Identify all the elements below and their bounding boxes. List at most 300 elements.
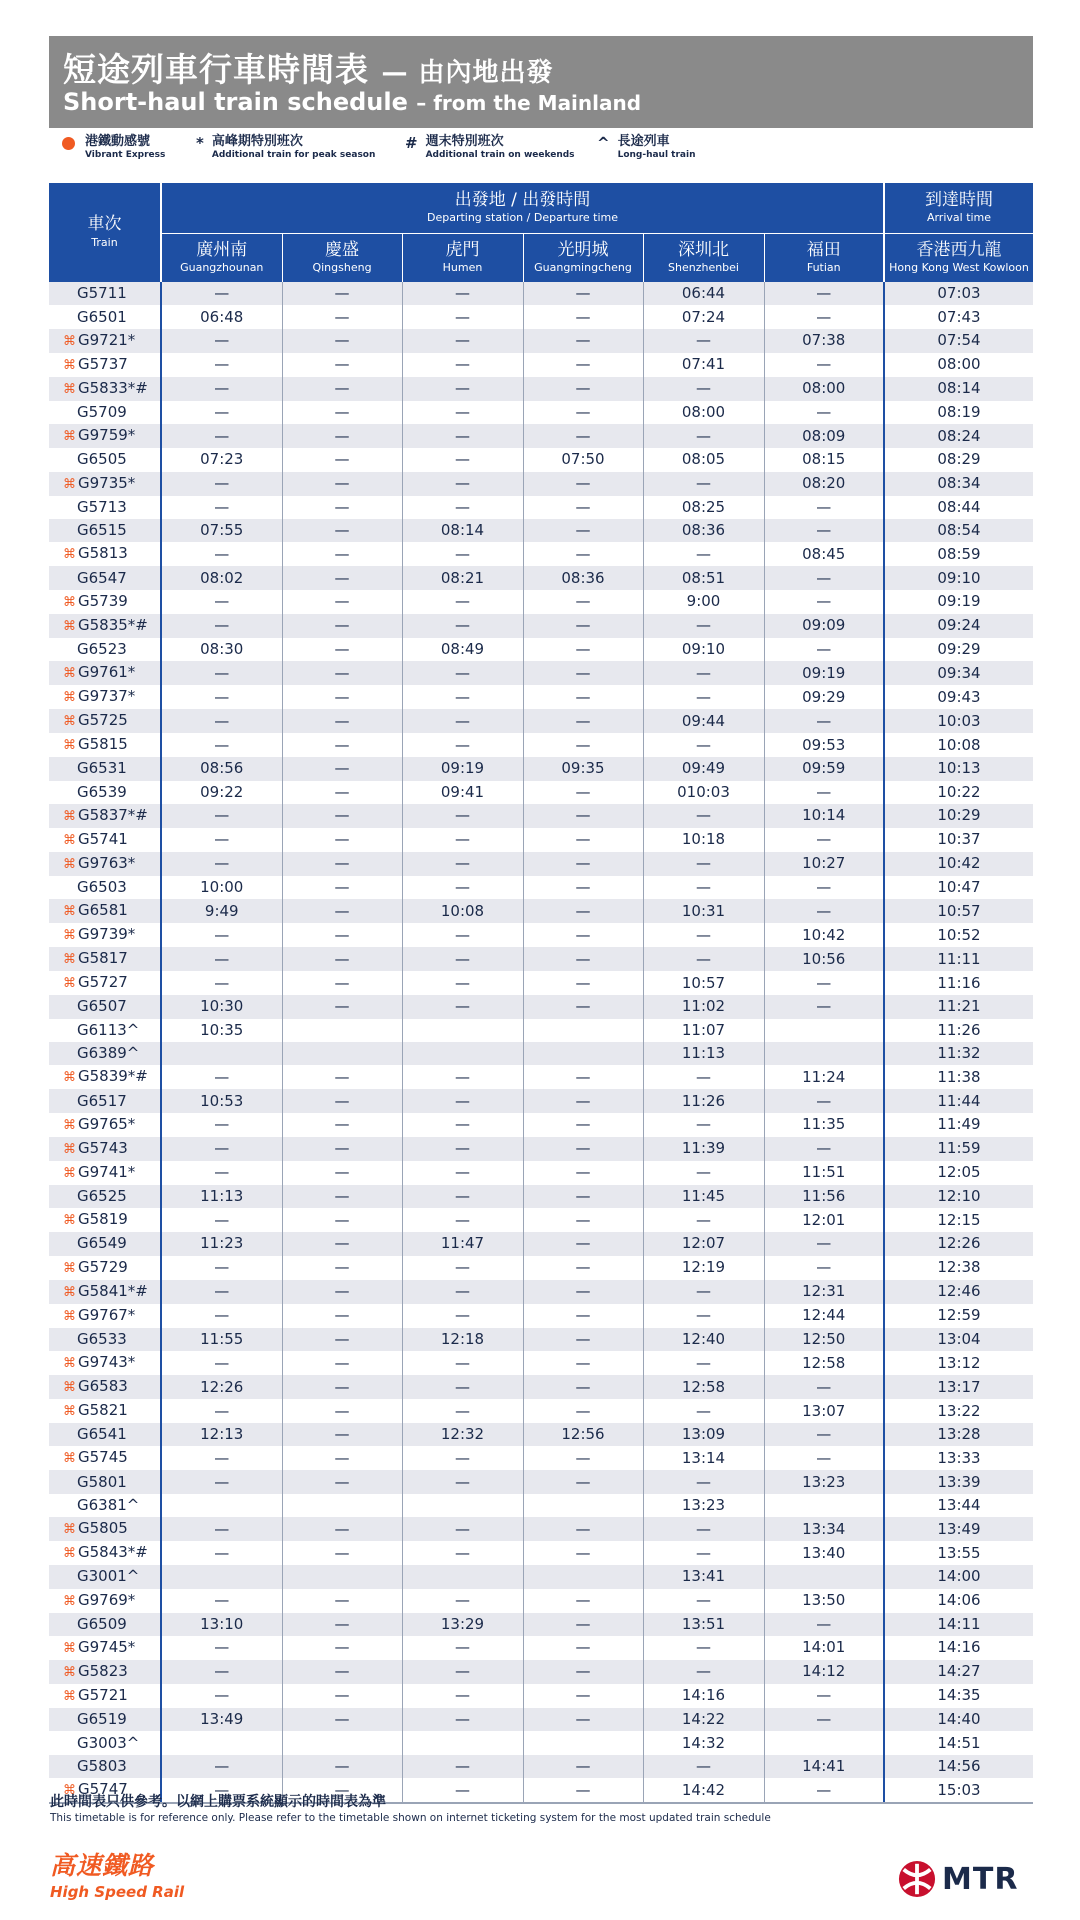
departure-time-cell: — <box>402 401 523 424</box>
train-number: G5805 <box>78 1519 128 1538</box>
departure-time-cell: — <box>523 828 643 852</box>
departure-time-cell: — <box>402 1185 523 1208</box>
departure-time-cell: — <box>161 1755 282 1778</box>
title-chinese <box>63 44 554 91</box>
legend-long-haul <box>597 134 696 161</box>
table-row <box>49 971 1033 995</box>
departure-time-cell: — <box>282 353 402 377</box>
departure-time-cell: 11:13 <box>643 1042 764 1065</box>
departure-time-cell: — <box>523 329 643 353</box>
departure-time-cell: — <box>282 377 402 401</box>
train-number-cell <box>49 519 161 542</box>
departure-time-cell: — <box>643 876 764 899</box>
departure-time-cell: — <box>402 1113 523 1137</box>
departure-time-cell: — <box>523 733 643 757</box>
header-train-en: Train <box>91 235 118 249</box>
train-number-cell <box>49 1113 161 1137</box>
departure-time-cell <box>523 1731 643 1754</box>
departure-time-cell: — <box>523 1589 643 1613</box>
departure-time-cell: — <box>282 1778 402 1803</box>
departure-time-cell: — <box>402 1399 523 1423</box>
train-number: G6113^ <box>77 1020 140 1039</box>
departure-time-cell: — <box>523 971 643 995</box>
departure-time-cell: — <box>402 353 523 377</box>
departure-time-cell: 14:42 <box>643 1778 764 1803</box>
station-en: Qingsheng <box>312 261 372 275</box>
arrival-time-cell: 11:32 <box>884 1042 1033 1065</box>
departure-time-cell: — <box>161 282 282 305</box>
departure-time-cell: — <box>282 590 402 614</box>
departure-time-cell: — <box>643 1517 764 1541</box>
table-row <box>49 1660 1033 1684</box>
header-station-west-kowloon <box>884 234 1033 283</box>
table-row <box>49 448 1033 471</box>
departure-time-cell: — <box>161 1589 282 1613</box>
table-row <box>49 1541 1033 1565</box>
departure-time-cell: — <box>282 1065 402 1089</box>
departure-time-cell: 10:57 <box>643 971 764 995</box>
departure-time-cell: — <box>402 852 523 876</box>
departure-time-cell: 13:07 <box>764 1399 884 1423</box>
legend-label-en: Long-haul train <box>617 150 696 160</box>
train-number-cell <box>49 804 161 828</box>
departure-time-cell: — <box>282 1660 402 1684</box>
departure-time-cell: — <box>161 1256 282 1280</box>
vibrant-express-mark-icon: ⌘ <box>63 594 76 610</box>
train-number-cell <box>49 781 161 804</box>
station-en: Shenzhenbei <box>668 261 739 275</box>
departure-time-cell: — <box>282 1446 402 1470</box>
table-row <box>49 1375 1033 1399</box>
train-number-cell <box>49 329 161 353</box>
departure-time-cell <box>161 1731 282 1754</box>
schedule-table <box>49 183 1033 1804</box>
train-number: G6517 <box>77 1091 127 1110</box>
table-row <box>49 638 1033 661</box>
departure-time-cell: — <box>282 305 402 328</box>
vibrant-express-mark-icon: ⌘ <box>63 333 76 349</box>
departure-time-cell: — <box>764 781 884 804</box>
train-number-cell <box>49 733 161 757</box>
departure-time-cell: — <box>161 733 282 757</box>
departure-time-cell: — <box>161 852 282 876</box>
train-number-cell <box>49 1280 161 1304</box>
departure-time-cell: 08:45 <box>764 542 884 566</box>
departure-time-cell: — <box>402 1636 523 1660</box>
train-number-cell <box>49 661 161 685</box>
departure-time-cell: — <box>161 590 282 614</box>
departure-time-cell <box>402 1042 523 1065</box>
table-row <box>49 1423 1033 1446</box>
departure-time-cell: — <box>764 971 884 995</box>
vibrant-express-mark-icon: ⌘ <box>63 738 76 754</box>
legend-peak-season <box>196 134 375 161</box>
arrival-time-cell: 09:19 <box>937 592 981 611</box>
vibrant-express-mark-icon: ⌘ <box>63 856 76 872</box>
title-en-main: Short-haul train schedule <box>63 88 408 116</box>
mtr-wordmark: MTR <box>942 1861 1019 1897</box>
vibrant-express-mark-icon: ⌘ <box>63 976 76 992</box>
arrival-time-cell: 10:57 <box>884 899 1033 923</box>
train-number-cell <box>49 852 161 876</box>
train-number-cell <box>49 1755 161 1778</box>
table-row <box>49 828 1033 852</box>
train-number: G5737 <box>78 354 128 373</box>
departure-time-cell: — <box>523 1660 643 1684</box>
departure-time-cell: — <box>523 496 643 519</box>
table-row <box>49 1113 1033 1137</box>
train-number-cell <box>49 1423 161 1446</box>
table-row <box>49 1446 1033 1470</box>
departure-time-cell: — <box>643 685 764 709</box>
arrival-time-cell: 08:14 <box>884 377 1033 401</box>
train-number: G5817 <box>78 949 128 968</box>
train-number: G6519 <box>77 1710 127 1729</box>
arrival-time-cell: 12:26 <box>884 1232 1033 1255</box>
train-number-cell <box>49 1185 161 1208</box>
departure-time-cell: — <box>643 661 764 685</box>
arrival-time-cell: 14:51 <box>937 1733 981 1752</box>
train-number-cell <box>49 1256 161 1280</box>
header-departure-zh: 出發地 / 出發時間 <box>454 189 591 210</box>
departure-time-cell: — <box>523 614 643 638</box>
train-number: G6539 <box>77 782 127 801</box>
vibrant-express-mark-icon: ⌘ <box>63 1380 76 1396</box>
departure-time-cell: 10:42 <box>764 923 884 947</box>
departure-time-cell: 09:10 <box>643 638 764 661</box>
table-row <box>49 661 1033 685</box>
train-number-cell <box>49 1375 161 1399</box>
table-row <box>49 1065 1033 1089</box>
train-number-cell <box>49 1399 161 1423</box>
arrival-time-cell: 07:54 <box>884 329 1033 353</box>
arrival-time-cell: 13:28 <box>884 1423 1033 1446</box>
departure-time-cell: — <box>161 804 282 828</box>
hash-symbol: # <box>405 134 418 152</box>
departure-time-cell: — <box>764 1684 884 1708</box>
departure-time-cell: — <box>523 1137 643 1161</box>
arrival-time-cell: 08:24 <box>884 424 1033 448</box>
departure-time-cell: 10:56 <box>764 947 884 971</box>
header-train <box>49 183 161 282</box>
departure-time-cell: — <box>764 1137 884 1161</box>
arrival-time-cell: 07:03 <box>884 282 1033 305</box>
departure-time-cell: — <box>161 1636 282 1660</box>
departure-time-cell: — <box>523 424 643 448</box>
legend <box>0 134 1080 168</box>
departure-time-cell: 11:47 <box>402 1232 523 1255</box>
departure-time-cell: — <box>402 971 523 995</box>
arrival-time-cell: 12:15 <box>937 1210 981 1229</box>
arrival-time-cell: 13:44 <box>937 1496 981 1514</box>
departure-time-cell: — <box>402 1446 523 1470</box>
departure-time-cell: 09:53 <box>764 733 884 757</box>
departure-time-cell: — <box>282 1256 402 1280</box>
departure-time-cell: 10:31 <box>643 899 764 923</box>
departure-time-cell: — <box>764 828 884 852</box>
train-number: G6531 <box>77 759 127 778</box>
departure-time-cell: — <box>282 1541 402 1565</box>
title-zh-main: 短途列車行車時間表 <box>63 50 369 89</box>
departure-time-cell: — <box>764 1446 884 1470</box>
departure-time-cell: — <box>523 1232 643 1255</box>
departure-time-cell: 13:34 <box>764 1517 884 1541</box>
train-number-cell <box>49 638 161 661</box>
train-number: G5803 <box>77 1756 127 1775</box>
departure-time-cell: — <box>282 1684 402 1708</box>
vibrant-express-mark-icon: ⌘ <box>63 1522 76 1538</box>
departure-time-cell: — <box>402 1660 523 1684</box>
departure-time-cell: 12:01 <box>764 1208 884 1232</box>
departure-time-cell: — <box>161 542 282 566</box>
departure-time-cell: 08:21 <box>402 566 523 589</box>
departure-time-cell <box>161 1565 282 1588</box>
departure-time-cell: — <box>402 995 523 1018</box>
train-number-cell <box>49 971 161 995</box>
departure-time-cell: — <box>764 1708 884 1731</box>
train-number: G5823 <box>78 1661 128 1680</box>
departure-time-cell: 08:30 <box>161 638 282 661</box>
departure-time-cell: 13:49 <box>161 1708 282 1731</box>
legend-weekends <box>405 134 575 161</box>
departure-time-cell: — <box>282 1113 402 1137</box>
departure-time-cell: — <box>643 1280 764 1304</box>
vibrant-express-mark-icon: ⌘ <box>63 714 76 730</box>
departure-time-cell: 08:14 <box>402 519 523 542</box>
train-number: G6389^ <box>77 1044 140 1063</box>
arrival-time-cell: 11:16 <box>937 973 981 992</box>
departure-time-cell: — <box>523 1708 643 1731</box>
train-number: G5747 <box>78 1780 128 1799</box>
arrival-time-cell: 09:34 <box>884 661 1033 685</box>
departure-time-cell: — <box>402 472 523 496</box>
departure-time-cell: — <box>523 1304 643 1328</box>
arrival-time-cell: 09:24 <box>884 614 1033 638</box>
arrival-time-cell: 12:59 <box>937 1306 981 1325</box>
table-row <box>49 1755 1033 1778</box>
arrival-time-cell: 12:05 <box>937 1163 981 1182</box>
departure-time-cell: 09:49 <box>643 757 764 780</box>
table-row <box>49 1042 1033 1065</box>
table-row <box>49 1399 1033 1423</box>
vibrant-express-mark-icon: ⌘ <box>63 1070 76 1086</box>
train-number-cell <box>49 424 161 448</box>
train-number-cell <box>49 1137 161 1161</box>
departure-time-cell: — <box>523 995 643 1018</box>
train-number: G9743* <box>78 1353 136 1372</box>
departure-time-cell: — <box>402 1065 523 1089</box>
departure-time-cell: — <box>764 305 884 328</box>
train-number: G5743 <box>78 1138 128 1157</box>
departure-time-cell: — <box>523 781 643 804</box>
departure-time-cell: — <box>764 401 884 424</box>
departure-time-cell: — <box>402 377 523 401</box>
departure-time-cell <box>402 1019 523 1042</box>
train-number: G5713 <box>77 497 127 516</box>
departure-time-cell: — <box>282 1375 402 1399</box>
departure-time-cell: — <box>402 1470 523 1493</box>
train-number-cell <box>49 1708 161 1731</box>
departure-time-cell: 9:49 <box>161 899 282 923</box>
departure-time-cell: — <box>643 542 764 566</box>
train-number-cell <box>49 614 161 638</box>
header-station-guangmingcheng <box>523 234 643 283</box>
departure-time-cell: 13:40 <box>764 1541 884 1565</box>
departure-time-cell: — <box>402 1280 523 1304</box>
departure-time-cell: — <box>282 496 402 519</box>
departure-time-cell: 13:29 <box>402 1613 523 1636</box>
vibrant-express-mark-icon: ⌘ <box>63 928 76 944</box>
arrival-time-cell: 13:12 <box>937 1353 981 1372</box>
table-row <box>49 947 1033 971</box>
departure-time-cell: 13:41 <box>643 1565 764 1588</box>
departure-time-cell: 10:30 <box>161 995 282 1018</box>
station-zh: 虎門 <box>445 239 480 260</box>
train-number-cell <box>49 496 161 519</box>
train-number: G5745 <box>78 1448 128 1467</box>
departure-time-cell: — <box>402 1161 523 1185</box>
departure-time-cell: — <box>402 1351 523 1375</box>
departure-time-cell: 13:50 <box>764 1589 884 1613</box>
departure-time-cell: — <box>523 1684 643 1708</box>
arrival-time-cell: 11:44 <box>884 1089 1033 1112</box>
departure-time-cell: — <box>402 329 523 353</box>
arrival-time-cell: 14:06 <box>937 1591 981 1610</box>
departure-time-cell: 08:25 <box>643 496 764 519</box>
arrival-time-cell: 14:16 <box>937 1638 981 1657</box>
departure-time-cell: — <box>523 1089 643 1112</box>
train-number: G6533 <box>77 1329 127 1348</box>
departure-time-cell: — <box>282 566 402 589</box>
departure-time-cell: — <box>282 947 402 971</box>
legend-label-en: Additional train on weekends <box>425 150 575 160</box>
train-number-cell <box>49 1660 161 1684</box>
departure-time-cell: 09:59 <box>764 757 884 780</box>
departure-time-cell: — <box>523 661 643 685</box>
table-row <box>49 995 1033 1018</box>
vibrant-express-mark-icon: ⌘ <box>63 904 76 920</box>
caret-symbol: ^ <box>597 134 610 152</box>
train-number: G5843*# <box>78 1543 148 1562</box>
departure-time-cell: 11:26 <box>643 1089 764 1112</box>
departure-time-cell: — <box>523 519 643 542</box>
departure-time-cell: 11:13 <box>161 1185 282 1208</box>
departure-time-cell: 08:49 <box>402 638 523 661</box>
station-en: Futian <box>806 261 841 275</box>
departure-time-cell <box>161 1494 282 1517</box>
departure-time-cell: 08:51 <box>643 566 764 589</box>
departure-time-cell: 12:18 <box>402 1328 523 1351</box>
departure-time-cell: — <box>402 1304 523 1328</box>
train-number-cell <box>49 472 161 496</box>
departure-time-cell: — <box>643 472 764 496</box>
departure-time-cell: — <box>523 1446 643 1470</box>
departure-time-cell: — <box>523 542 643 566</box>
vibrant-express-mark-icon: ⌘ <box>63 1664 76 1680</box>
train-number-cell <box>49 566 161 589</box>
departure-time-cell: — <box>523 1399 643 1423</box>
departure-time-cell: — <box>402 542 523 566</box>
departure-time-cell <box>282 1494 402 1517</box>
title-en-sub: – from the Mainland <box>416 91 642 115</box>
departure-time-cell: — <box>764 1256 884 1280</box>
table-row <box>49 1517 1033 1541</box>
departure-time-cell: — <box>643 1161 764 1185</box>
departure-time-cell: — <box>282 1351 402 1375</box>
departure-time-cell: — <box>161 947 282 971</box>
departure-time-cell: — <box>523 1778 643 1803</box>
train-number: G5711 <box>77 284 127 303</box>
train-number: G5739 <box>78 591 128 610</box>
vibrant-express-mark-icon: ⌘ <box>63 1546 76 1562</box>
station-en: Hong Kong West Kowloon <box>889 261 1029 275</box>
departure-time-cell: 12:50 <box>764 1328 884 1351</box>
departure-time-cell: — <box>764 638 884 661</box>
arrival-time-cell: 11:11 <box>884 947 1033 971</box>
vibrant-express-mark-icon: ⌘ <box>63 1308 76 1324</box>
departure-time-cell: 12:40 <box>643 1328 764 1351</box>
departure-time-cell: — <box>523 923 643 947</box>
table-row <box>49 614 1033 638</box>
departure-time-cell <box>764 1731 884 1754</box>
departure-time-cell <box>523 1042 643 1065</box>
table-row <box>49 1565 1033 1588</box>
vibrant-express-mark-icon: ⌘ <box>63 952 76 968</box>
departure-time-cell: — <box>282 1589 402 1613</box>
departure-time-cell: — <box>161 1446 282 1470</box>
vibrant-express-mark-icon: ⌘ <box>63 1141 76 1157</box>
departure-time-cell: — <box>764 1613 884 1636</box>
departure-time-cell: — <box>523 1375 643 1399</box>
departure-time-cell: — <box>161 1280 282 1304</box>
departure-time-cell: — <box>402 685 523 709</box>
departure-time-cell: 11:56 <box>764 1185 884 1208</box>
legend-label-zh: 長途列車 <box>617 134 670 149</box>
train-number-cell <box>49 1446 161 1470</box>
arrival-time-cell: 10:29 <box>884 804 1033 828</box>
departure-time-cell: 08:36 <box>643 519 764 542</box>
train-number-cell <box>49 1565 161 1588</box>
departure-time-cell: 11:02 <box>643 995 764 1018</box>
departure-time-cell: 08:00 <box>764 377 884 401</box>
orange-dot-icon <box>62 137 75 150</box>
departure-time-cell <box>282 1731 402 1754</box>
departure-time-cell: — <box>402 1137 523 1161</box>
arrival-time-cell: 12:38 <box>937 1258 981 1277</box>
header-departure <box>161 183 884 234</box>
departure-time-cell: — <box>523 1755 643 1778</box>
departure-time-cell: — <box>161 1065 282 1089</box>
train-number: G6547 <box>77 568 127 587</box>
table-row <box>49 757 1033 780</box>
departure-time-cell: — <box>282 519 402 542</box>
departure-time-cell: 12:07 <box>643 1232 764 1255</box>
arrival-time-cell: 13:17 <box>884 1375 1033 1399</box>
mtr-brand <box>898 1860 1018 1898</box>
table-row <box>49 1232 1033 1255</box>
table-row <box>49 709 1033 733</box>
departure-time-cell: 09:44 <box>643 709 764 733</box>
departure-time-cell: — <box>643 923 764 947</box>
departure-time-cell: — <box>643 424 764 448</box>
train-number-cell <box>49 401 161 424</box>
departure-time-cell: — <box>643 852 764 876</box>
departure-time-cell: 08:20 <box>764 472 884 496</box>
departure-time-cell: — <box>643 1636 764 1660</box>
train-number-cell <box>49 1089 161 1112</box>
train-number: G9739* <box>78 925 136 944</box>
station-zh: 廣州南 <box>196 239 248 260</box>
